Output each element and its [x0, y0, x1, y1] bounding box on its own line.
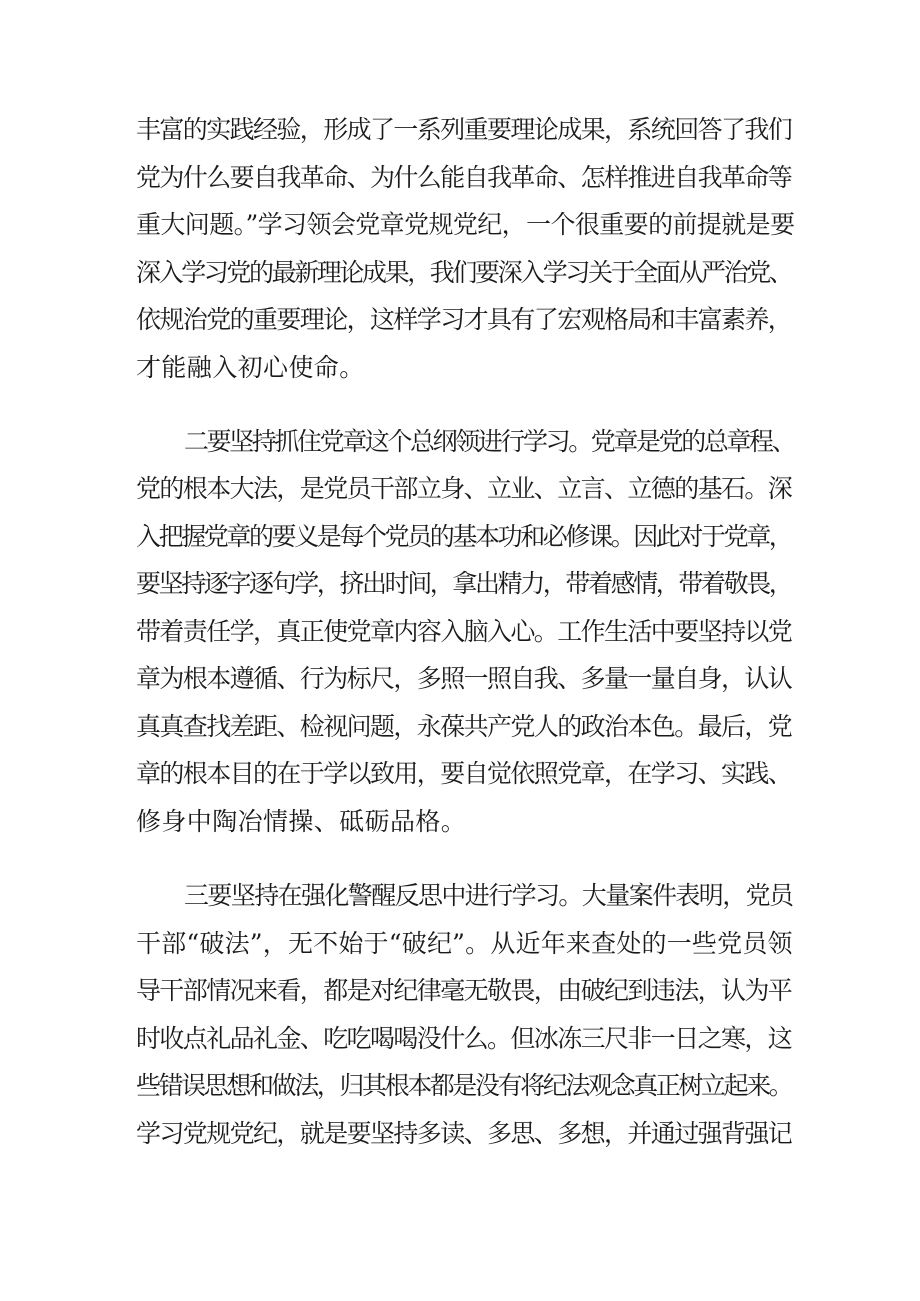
paragraph-line: 学习党规党纪，就是要坚持多读、多思、多想，并通过强背强记 — [136, 1119, 792, 1148]
paragraph-line: 深入学习党的最新理论成果，我们要深入学习关于全面从严治党、 — [136, 258, 792, 287]
paragraph-line: 党为什么要自我革命、为什么能自我革命、怎样推进自我革命等 — [136, 163, 792, 192]
paragraph-line: 修身中陶冶情操、砥砺品格。 — [136, 807, 467, 836]
paragraph-line: 党的根本大法，是党员干部立身、立业、立言、立德的基石。深 — [136, 474, 792, 503]
paragraph-line: 带着责任学，真正使党章内容入脑入心。工作生活中要坚持以党 — [136, 617, 792, 646]
paragraph-line: 时收点礼品礼金、吃吃喝喝没什么。但冰冻三尺非一日之寒，这 — [136, 1024, 792, 1053]
paragraph-line: 干部“破法”，无不始于“破纪”。从近年来查处的一些党员领 — [136, 929, 793, 958]
paragraph-line: 要坚持逐字逐句学，挤出时间，拿出精力，带着感情，带着敬畏， — [136, 569, 792, 598]
paragraph-line: 些错误思想和做法，归其根本都是没有将纪法观念真正树立起来。 — [136, 1071, 792, 1100]
paragraph-line: 三要坚持在强化警醒反思中进行学习。大量案件表明，党员 — [184, 881, 793, 910]
paragraph-line: 才能融入初心使命。 — [136, 353, 365, 382]
paragraph-line: 章的根本目的在于学以致用，要自觉依照党章，在学习、实践、 — [136, 759, 792, 788]
paragraph-line: 依规治党的重要理论，这样学习才具有了宏观格局和丰富素养， — [136, 305, 792, 334]
paragraph-line: 丰富的实践经验，形成了一系列重要理论成果，系统回答了我们 — [136, 115, 792, 144]
paragraph-line: 章为根本遵循、行为标尺，多照一照自我、多量一量自身，认认 — [136, 664, 792, 693]
paragraph-line: 重大问题。”学习领会党章党规党纪，一个很重要的前提就是要 — [136, 210, 795, 239]
paragraph-line: 导干部情况来看，都是对纪律毫无敬畏，由破纪到违法，认为平 — [136, 976, 792, 1005]
paragraph-line: 真真查找差距、检视问题，永葆共产党人的政治本色。最后，党 — [136, 712, 792, 741]
paragraph-line: 二要坚持抓住党章这个总纲领进行学习。党章是党的总章程、 — [184, 427, 795, 456]
paragraph-line: 入把握党章的要义是每个党员的基本功和必修课。因此对于党章， — [136, 522, 792, 551]
